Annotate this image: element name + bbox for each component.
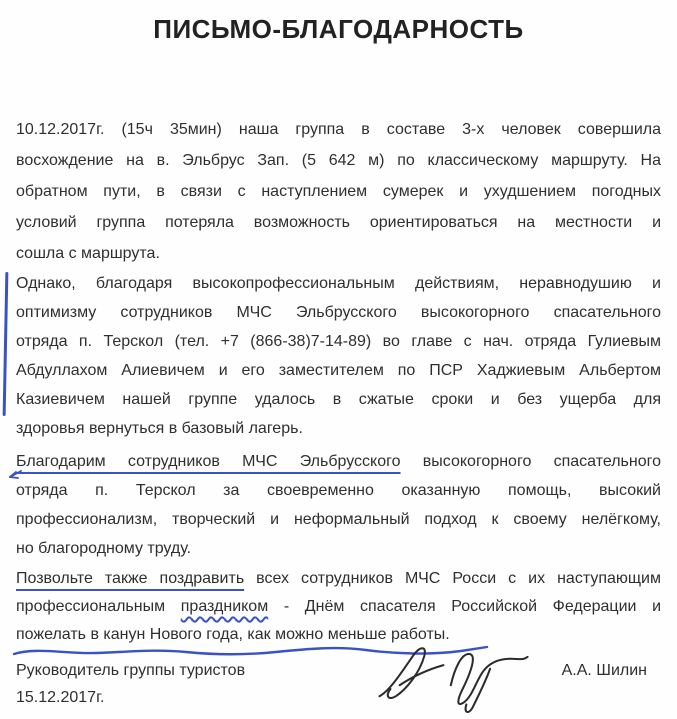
letter-line: отряда п. Терскол (тел. +7 (866-38)7-14-89) во главе с нач. отряда Гулиевым [16, 333, 661, 350]
pen-wavy-underlined-word: праздником [180, 598, 269, 615]
letter-line: обратном пути, в связи с наступлением сумерек и ухудшением погодных [16, 183, 661, 200]
letter-line: условий группа потеряла возможность ориентироваться на местности и [16, 214, 661, 231]
letter-text: профессиональным [16, 598, 181, 615]
letter-line: здоровья вернуться в базовый лагерь. [16, 420, 303, 437]
letter-line: Абдуллахом Алиевичем и его заместителем по ПСР Хаджиевым Альбертом [16, 362, 661, 379]
letter-line: оптимизму сотрудников МЧС Эльбрусского высокогорного спасательного [16, 304, 661, 321]
letter-line: профессионализм, творческий и неформальный подход к своему нелёгкому, [16, 511, 661, 528]
letter-line [16, 447, 661, 476]
letter-line: Казиевичем нашей группе удалось в сжатые сроки и без ущерба для [16, 391, 661, 408]
letter-text: - Днём спасателя Российской Федерации и [268, 598, 662, 615]
letter-line: пожелать в канун Нового года, как можно меньше работы. [16, 626, 450, 643]
paragraph-rescue-story [16, 269, 661, 443]
letter-line: восхождение на в. Эльбрус Зап. (5 642 м) по классическому маршруту. На [16, 152, 661, 169]
pen-underlined-phrase: Позвольте также поздравить [16, 570, 245, 587]
letter-title: ПИСЬМО-БЛАГОДАРНОСТЬ [153, 14, 524, 44]
letter-line [16, 593, 661, 621]
letter-text: высокогорного спасательного [400, 453, 662, 470]
letter-line [16, 565, 661, 593]
pen-vertical-margin-line [3, 272, 9, 416]
letter-date: 15.12.2017г. [16, 689, 105, 706]
paragraph-gratitude [16, 447, 661, 563]
handwritten-signature [374, 633, 534, 719]
letter-line: отряда п. Терскол за своевременно оказанную помощь, высокий [16, 482, 661, 499]
pen-underlined-phrase: Благодарим сотрудников МЧС Эльбрусского [16, 453, 401, 470]
letter-line: 10.12.2017г. (15ч 35мин) наша группа в составе 3-х человек совершила [16, 121, 661, 138]
pen-arrow-hook-icon [7, 468, 23, 480]
paragraph-ascent-story [16, 114, 661, 269]
signer-name: А.А. Шилин [561, 662, 647, 679]
paragraph-congratulations [16, 565, 661, 649]
signature-block-left [16, 657, 245, 711]
letter-line: Однако, благодаря высокопрофессиональным действиям, неравнодушию и [16, 275, 661, 292]
signer-role: Руководитель группы туристов [16, 662, 246, 679]
letter-footer [16, 657, 661, 711]
letter-text: всех сотрудников МЧС Росси с их наступающим [244, 570, 661, 587]
letter-line: но благородному труду. [16, 540, 192, 557]
letter-line: сошла с маршрута. [16, 245, 160, 262]
